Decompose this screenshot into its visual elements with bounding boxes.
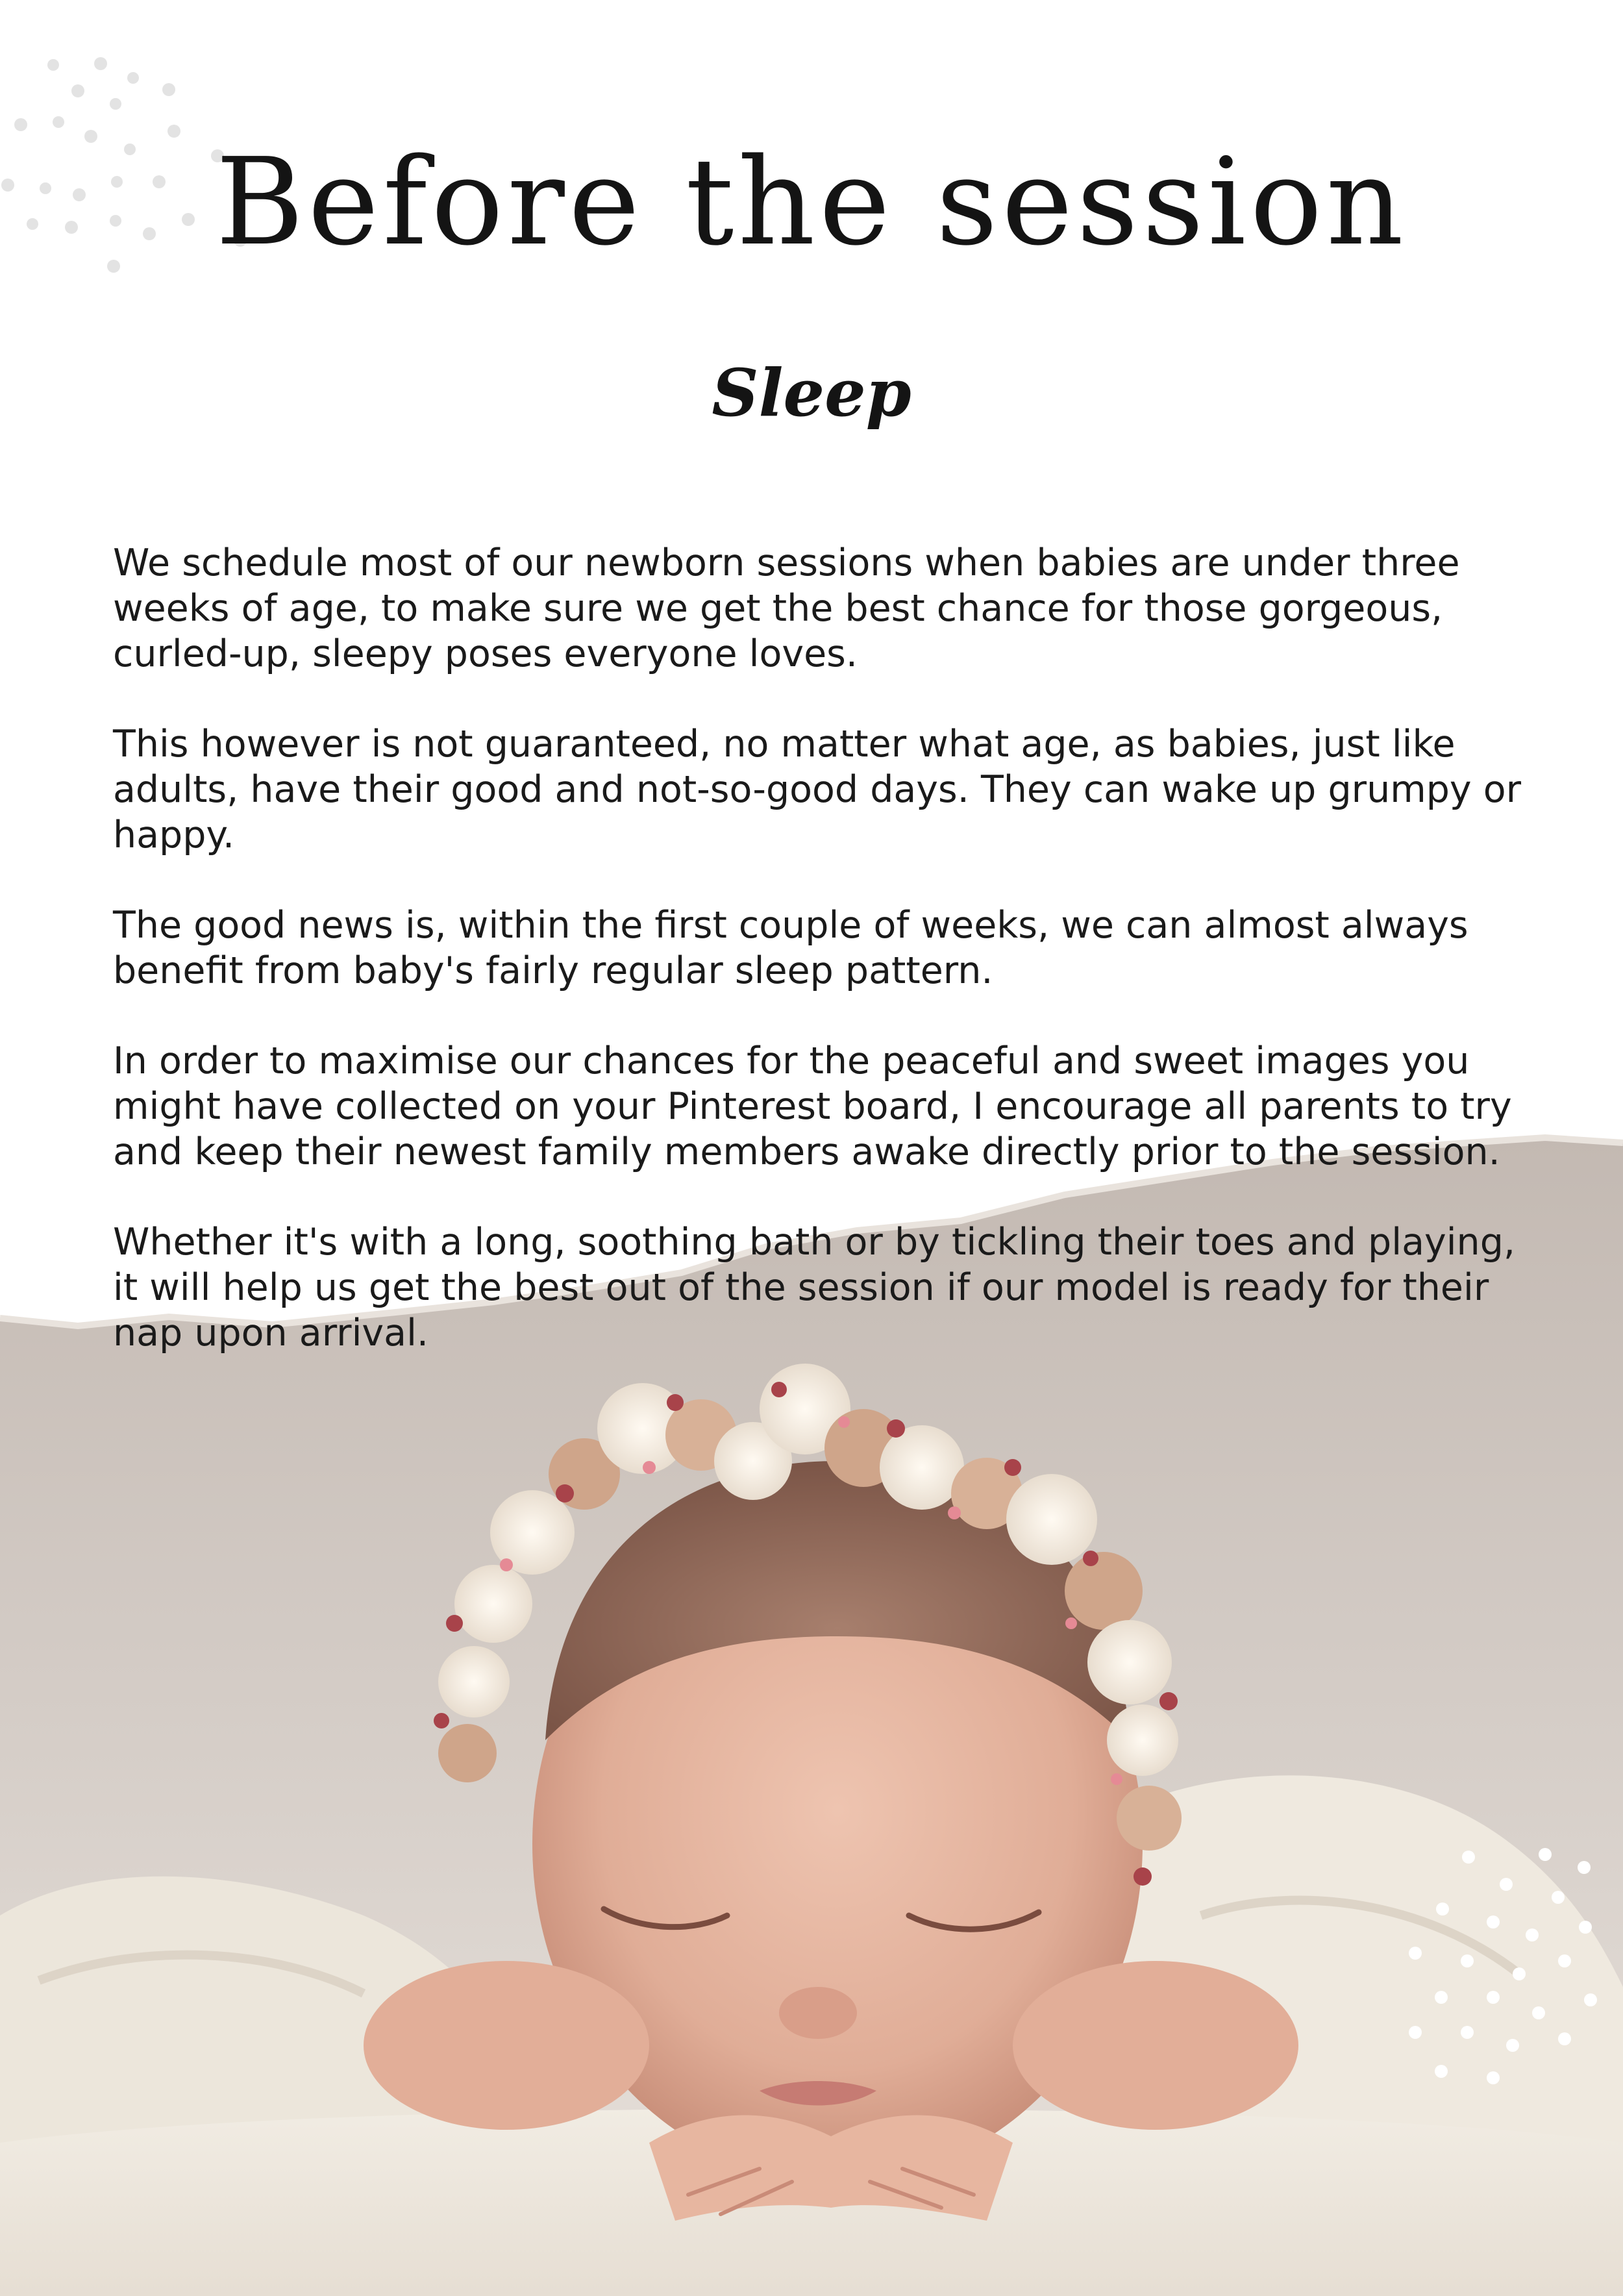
body-text [113, 540, 1528, 1401]
paragraph: We schedule most of our newborn sessions when babies are under three weeks of age, to make sure we get the best chance for those gorgeous, curled-up, sleepy poses everyone loves. [113, 542, 1460, 675]
paragraph: This however is not guaranteed, no matter what age, as babies, just like adults, have their good and not-so-good days. They can wake up grumpy or happy. [113, 723, 1522, 856]
section-subtitle: Sleep [712, 355, 911, 431]
page-title: Before the session [216, 132, 1407, 272]
bottom-dots-decoration [1402, 1844, 1623, 2091]
paragraph: Whether it's with a long, soothing bath or by tickling their toes and playing, it will help us get the best out of the session if our model is ready for their nap upon arrival. [113, 1221, 1515, 1354]
paragraph: The good news is, within the first couple of weeks, we can almost always benefit from baby's fairly regular sleep pattern. [113, 904, 1468, 992]
paragraph: In order to maximise our chances for the peaceful and sweet images you might have collected on your Pinterest board, I encourage all parents to try and keep their newest family members awake directly prior to the session. [113, 1040, 1512, 1173]
